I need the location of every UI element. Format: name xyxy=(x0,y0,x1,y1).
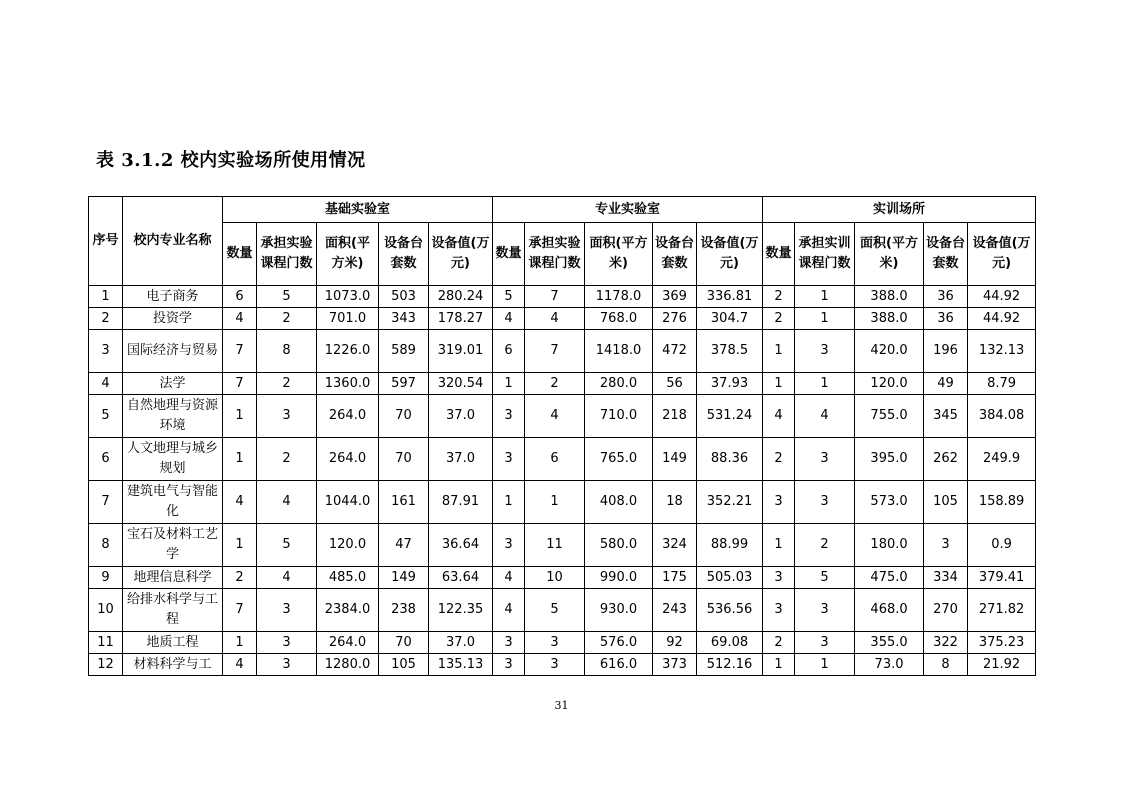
row-major-cell: 投资学 xyxy=(123,308,223,330)
row-value-cell: 135.13 xyxy=(429,654,493,676)
row-value-cell: 304.7 xyxy=(697,308,763,330)
row-value-cell: 468.0 xyxy=(855,589,924,632)
header-group-basic-lab: 基础实验室 xyxy=(223,197,493,223)
row-seq-cell: 10 xyxy=(89,589,123,632)
header-sub-0-4: 设备值(万元) xyxy=(429,223,493,286)
row-value-cell: 1 xyxy=(763,654,795,676)
header-major: 校内专业名称 xyxy=(123,197,223,286)
row-seq-cell: 8 xyxy=(89,524,123,567)
header-sub-0-2: 面积(平方米) xyxy=(317,223,379,286)
row-value-cell: 4 xyxy=(493,308,525,330)
header-sub-2-3: 设备台套数 xyxy=(924,223,968,286)
row-value-cell: 1226.0 xyxy=(317,330,379,373)
row-major-cell: 地质工程 xyxy=(123,632,223,654)
row-value-cell: 2 xyxy=(763,286,795,308)
row-value-cell: 10 xyxy=(525,567,585,589)
row-value-cell: 5 xyxy=(257,524,317,567)
row-value-cell: 3 xyxy=(795,481,855,524)
row-value-cell: 4 xyxy=(223,654,257,676)
row-value-cell: 1 xyxy=(763,330,795,373)
row-value-cell: 388.0 xyxy=(855,286,924,308)
row-value-cell: 264.0 xyxy=(317,632,379,654)
row-value-cell: 2 xyxy=(763,438,795,481)
table-row xyxy=(89,395,1036,438)
row-value-cell: 3 xyxy=(257,589,317,632)
row-major-cell: 宝石及材料工艺学 xyxy=(123,524,223,567)
row-value-cell: 710.0 xyxy=(585,395,653,438)
row-value-cell: 88.36 xyxy=(697,438,763,481)
row-value-cell: 11 xyxy=(525,524,585,567)
row-value-cell: 2 xyxy=(763,308,795,330)
header-sub-1-0: 数量 xyxy=(493,223,525,286)
row-value-cell: 63.64 xyxy=(429,567,493,589)
header-sub-1-3: 设备台套数 xyxy=(653,223,697,286)
row-value-cell: 320.54 xyxy=(429,373,493,395)
row-value-cell: 420.0 xyxy=(855,330,924,373)
row-value-cell: 4 xyxy=(257,567,317,589)
row-value-cell: 249.9 xyxy=(968,438,1036,481)
row-value-cell: 1044.0 xyxy=(317,481,379,524)
row-value-cell: 262 xyxy=(924,438,968,481)
row-value-cell: 264.0 xyxy=(317,438,379,481)
row-seq-cell: 7 xyxy=(89,481,123,524)
row-value-cell: 1 xyxy=(763,373,795,395)
row-value-cell: 531.24 xyxy=(697,395,763,438)
row-value-cell: 384.08 xyxy=(968,395,1036,438)
row-value-cell: 178.27 xyxy=(429,308,493,330)
row-value-cell: 44.92 xyxy=(968,286,1036,308)
row-value-cell: 70 xyxy=(379,632,429,654)
row-value-cell: 1 xyxy=(493,373,525,395)
row-value-cell: 8.79 xyxy=(968,373,1036,395)
row-value-cell: 180.0 xyxy=(855,524,924,567)
row-value-cell: 334 xyxy=(924,567,968,589)
row-value-cell: 280.24 xyxy=(429,286,493,308)
row-value-cell: 6 xyxy=(223,286,257,308)
row-value-cell: 4 xyxy=(223,481,257,524)
table-row xyxy=(89,589,1036,632)
row-value-cell: 3 xyxy=(795,632,855,654)
row-value-cell: 2 xyxy=(795,524,855,567)
row-value-cell: 475.0 xyxy=(855,567,924,589)
table-row xyxy=(89,308,1036,330)
row-value-cell: 3 xyxy=(257,654,317,676)
row-value-cell: 1360.0 xyxy=(317,373,379,395)
row-value-cell: 7 xyxy=(223,330,257,373)
row-value-cell: 3 xyxy=(493,438,525,481)
row-value-cell: 4 xyxy=(525,395,585,438)
row-value-cell: 271.82 xyxy=(968,589,1036,632)
header-sub-0-1: 承担实验课程门数 xyxy=(257,223,317,286)
row-value-cell: 336.81 xyxy=(697,286,763,308)
row-major-cell: 国际经济与贸易 xyxy=(123,330,223,373)
row-value-cell: 122.35 xyxy=(429,589,493,632)
row-seq-cell: 12 xyxy=(89,654,123,676)
table-row xyxy=(89,373,1036,395)
row-value-cell: 175 xyxy=(653,567,697,589)
row-value-cell: 3 xyxy=(257,395,317,438)
row-value-cell: 576.0 xyxy=(585,632,653,654)
row-major-cell: 自然地理与资源环境 xyxy=(123,395,223,438)
row-value-cell: 270 xyxy=(924,589,968,632)
row-value-cell: 990.0 xyxy=(585,567,653,589)
row-value-cell: 105 xyxy=(379,654,429,676)
row-value-cell: 87.91 xyxy=(429,481,493,524)
row-value-cell: 373 xyxy=(653,654,697,676)
row-value-cell: 6 xyxy=(493,330,525,373)
header-sub-0-0: 数量 xyxy=(223,223,257,286)
row-value-cell: 1 xyxy=(493,481,525,524)
table-title: 表 3.1.2 校内实验场所使用情况 xyxy=(96,150,366,171)
row-value-cell: 589 xyxy=(379,330,429,373)
row-value-cell: 768.0 xyxy=(585,308,653,330)
row-value-cell: 4 xyxy=(493,567,525,589)
row-value-cell: 3 xyxy=(795,330,855,373)
row-value-cell: 37.0 xyxy=(429,438,493,481)
row-value-cell: 1073.0 xyxy=(317,286,379,308)
row-major-cell: 电子商务 xyxy=(123,286,223,308)
row-value-cell: 70 xyxy=(379,395,429,438)
row-value-cell: 47 xyxy=(379,524,429,567)
row-value-cell: 44.92 xyxy=(968,308,1036,330)
row-value-cell: 92 xyxy=(653,632,697,654)
lab-usage-table xyxy=(88,196,1036,676)
row-value-cell: 573.0 xyxy=(855,481,924,524)
header-seq: 序号 xyxy=(89,197,123,286)
header-sub-1-4: 设备值(万元) xyxy=(697,223,763,286)
row-major-cell: 法学 xyxy=(123,373,223,395)
row-value-cell: 4 xyxy=(493,589,525,632)
row-value-cell: 3 xyxy=(525,632,585,654)
row-value-cell: 2 xyxy=(763,632,795,654)
row-value-cell: 21.92 xyxy=(968,654,1036,676)
row-value-cell: 1 xyxy=(795,308,855,330)
table-row xyxy=(89,286,1036,308)
header-sub-1-2: 面积(平方米) xyxy=(585,223,653,286)
row-value-cell: 4 xyxy=(795,395,855,438)
row-value-cell: 1178.0 xyxy=(585,286,653,308)
row-seq-cell: 9 xyxy=(89,567,123,589)
row-value-cell: 485.0 xyxy=(317,567,379,589)
row-value-cell: 1 xyxy=(223,438,257,481)
row-value-cell: 319.01 xyxy=(429,330,493,373)
row-value-cell: 120.0 xyxy=(855,373,924,395)
row-value-cell: 3 xyxy=(493,632,525,654)
row-value-cell: 388.0 xyxy=(855,308,924,330)
row-value-cell: 505.03 xyxy=(697,567,763,589)
row-value-cell: 218 xyxy=(653,395,697,438)
row-value-cell: 161 xyxy=(379,481,429,524)
row-value-cell: 264.0 xyxy=(317,395,379,438)
row-value-cell: 36 xyxy=(924,286,968,308)
row-value-cell: 1 xyxy=(525,481,585,524)
header-sub-0-3: 设备台套数 xyxy=(379,223,429,286)
row-value-cell: 73.0 xyxy=(855,654,924,676)
row-value-cell: 616.0 xyxy=(585,654,653,676)
row-seq-cell: 6 xyxy=(89,438,123,481)
row-value-cell: 158.89 xyxy=(968,481,1036,524)
row-value-cell: 3 xyxy=(525,654,585,676)
row-value-cell: 355.0 xyxy=(855,632,924,654)
row-value-cell: 4 xyxy=(525,308,585,330)
row-value-cell: 120.0 xyxy=(317,524,379,567)
header-sub-2-4: 设备值(万元) xyxy=(968,223,1036,286)
row-value-cell: 3 xyxy=(795,589,855,632)
row-value-cell: 375.23 xyxy=(968,632,1036,654)
row-value-cell: 8 xyxy=(924,654,968,676)
row-major-cell: 建筑电气与智能化 xyxy=(123,481,223,524)
row-value-cell: 149 xyxy=(653,438,697,481)
row-value-cell: 378.5 xyxy=(697,330,763,373)
row-value-cell: 765.0 xyxy=(585,438,653,481)
row-value-cell: 3 xyxy=(493,395,525,438)
row-value-cell: 4 xyxy=(223,308,257,330)
row-value-cell: 69.08 xyxy=(697,632,763,654)
row-value-cell: 5 xyxy=(795,567,855,589)
row-value-cell: 755.0 xyxy=(855,395,924,438)
row-value-cell: 512.16 xyxy=(697,654,763,676)
row-value-cell: 3 xyxy=(763,589,795,632)
row-value-cell: 472 xyxy=(653,330,697,373)
row-value-cell: 8 xyxy=(257,330,317,373)
row-value-cell: 18 xyxy=(653,481,697,524)
row-value-cell: 1418.0 xyxy=(585,330,653,373)
row-value-cell: 3 xyxy=(493,654,525,676)
row-value-cell: 2 xyxy=(257,373,317,395)
row-value-cell: 580.0 xyxy=(585,524,653,567)
header-sub-2-2: 面积(平方米) xyxy=(855,223,924,286)
row-value-cell: 0.9 xyxy=(968,524,1036,567)
row-value-cell: 132.13 xyxy=(968,330,1036,373)
row-value-cell: 37.0 xyxy=(429,395,493,438)
row-value-cell: 37.0 xyxy=(429,632,493,654)
row-value-cell: 597 xyxy=(379,373,429,395)
row-value-cell: 105 xyxy=(924,481,968,524)
row-value-cell: 930.0 xyxy=(585,589,653,632)
row-value-cell: 149 xyxy=(379,567,429,589)
row-value-cell: 2 xyxy=(525,373,585,395)
row-seq-cell: 4 xyxy=(89,373,123,395)
header-group-professional-lab: 专业实验室 xyxy=(493,197,763,223)
row-value-cell: 3 xyxy=(763,481,795,524)
row-value-cell: 352.21 xyxy=(697,481,763,524)
table-row xyxy=(89,330,1036,373)
row-value-cell: 243 xyxy=(653,589,697,632)
row-value-cell: 2 xyxy=(257,308,317,330)
row-value-cell: 36 xyxy=(924,308,968,330)
row-major-cell: 人文地理与城乡规划 xyxy=(123,438,223,481)
table-row xyxy=(89,481,1036,524)
row-value-cell: 196 xyxy=(924,330,968,373)
row-value-cell: 3 xyxy=(924,524,968,567)
row-value-cell: 322 xyxy=(924,632,968,654)
row-value-cell: 3 xyxy=(795,438,855,481)
row-value-cell: 56 xyxy=(653,373,697,395)
row-value-cell: 238 xyxy=(379,589,429,632)
row-value-cell: 701.0 xyxy=(317,308,379,330)
row-value-cell: 280.0 xyxy=(585,373,653,395)
row-value-cell: 395.0 xyxy=(855,438,924,481)
row-value-cell: 7 xyxy=(223,373,257,395)
row-value-cell: 1 xyxy=(223,524,257,567)
row-major-cell: 材料科学与工 xyxy=(123,654,223,676)
row-value-cell: 379.41 xyxy=(968,567,1036,589)
row-value-cell: 5 xyxy=(525,589,585,632)
row-seq-cell: 3 xyxy=(89,330,123,373)
row-value-cell: 88.99 xyxy=(697,524,763,567)
table-row xyxy=(89,524,1036,567)
row-value-cell: 343 xyxy=(379,308,429,330)
row-value-cell: 1 xyxy=(223,632,257,654)
row-value-cell: 503 xyxy=(379,286,429,308)
row-value-cell: 345 xyxy=(924,395,968,438)
row-value-cell: 1 xyxy=(223,395,257,438)
row-value-cell: 1 xyxy=(795,286,855,308)
row-value-cell: 4 xyxy=(257,481,317,524)
row-value-cell: 276 xyxy=(653,308,697,330)
row-value-cell: 369 xyxy=(653,286,697,308)
page-number: 31 xyxy=(554,699,569,712)
row-major-cell: 地理信息科学 xyxy=(123,567,223,589)
row-seq-cell: 5 xyxy=(89,395,123,438)
row-value-cell: 7 xyxy=(525,330,585,373)
row-seq-cell: 2 xyxy=(89,308,123,330)
row-value-cell: 70 xyxy=(379,438,429,481)
row-value-cell: 1 xyxy=(795,654,855,676)
row-seq-cell: 11 xyxy=(89,632,123,654)
row-value-cell: 5 xyxy=(493,286,525,308)
row-seq-cell: 1 xyxy=(89,286,123,308)
row-value-cell: 1280.0 xyxy=(317,654,379,676)
row-value-cell: 4 xyxy=(763,395,795,438)
row-major-cell: 给排水科学与工程 xyxy=(123,589,223,632)
row-value-cell: 3 xyxy=(493,524,525,567)
row-value-cell: 7 xyxy=(223,589,257,632)
row-value-cell: 2384.0 xyxy=(317,589,379,632)
row-value-cell: 37.93 xyxy=(697,373,763,395)
row-value-cell: 1 xyxy=(795,373,855,395)
table-row xyxy=(89,654,1036,676)
row-value-cell: 324 xyxy=(653,524,697,567)
table-row xyxy=(89,567,1036,589)
row-value-cell: 1 xyxy=(763,524,795,567)
table-row xyxy=(89,632,1036,654)
table-row xyxy=(89,438,1036,481)
row-value-cell: 3 xyxy=(257,632,317,654)
header-sub-1-1: 承担实验课程门数 xyxy=(525,223,585,286)
header-sub-2-1: 承担实训课程门数 xyxy=(795,223,855,286)
row-value-cell: 2 xyxy=(223,567,257,589)
row-value-cell: 408.0 xyxy=(585,481,653,524)
row-value-cell: 6 xyxy=(525,438,585,481)
row-value-cell: 7 xyxy=(525,286,585,308)
row-value-cell: 49 xyxy=(924,373,968,395)
header-group-training-site: 实训场所 xyxy=(763,197,1036,223)
row-value-cell: 36.64 xyxy=(429,524,493,567)
header-sub-2-0: 数量 xyxy=(763,223,795,286)
row-value-cell: 3 xyxy=(763,567,795,589)
row-value-cell: 5 xyxy=(257,286,317,308)
row-value-cell: 2 xyxy=(257,438,317,481)
row-value-cell: 536.56 xyxy=(697,589,763,632)
